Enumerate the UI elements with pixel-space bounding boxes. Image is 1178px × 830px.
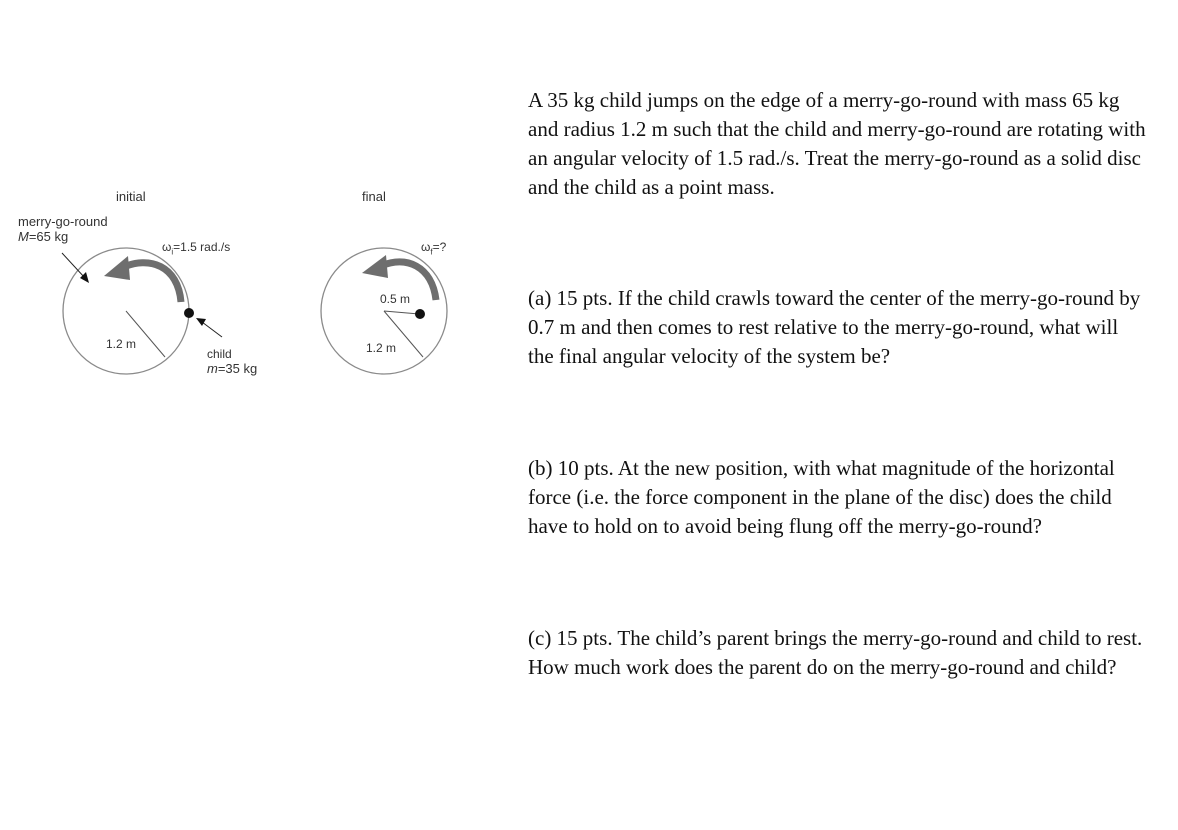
child-pointer-arrow-icon: [196, 318, 206, 326]
merry-go-round-mass-label: [18, 230, 68, 244]
problem-part-c: [528, 624, 1148, 682]
part-a-text: (a) 15 pts. If the child crawls toward the center of the merry-go-round by 0.7 m and then comes to rest relative to the merry-go-round, what will the final angular velocity of the system be?: [528, 286, 1141, 368]
child-label: child: [207, 347, 232, 361]
final-inner-radius-label: 0.5 m: [380, 292, 411, 306]
part-b-text: (b) 10 pts. At the new position, with what magnitude of the horizontal force (i.e. the force component in the plane of the disc) does the child have to hold on to avoid being flung off the merry-go-round?: [528, 456, 1115, 538]
initial-arrow-head-icon: [104, 256, 130, 280]
problem-intro: [528, 86, 1148, 202]
problem-intro-text: A 35 kg child jumps on the edge of a merry-go-round with mass 65 kg and radius 1.2 m such that the child and merry-go-round are rotating with an angular velocity of 1.5 rad./s. Treat the merry-go-round as a solid disc and the child as a point mass.: [528, 88, 1146, 199]
initial-omega-symbol: ω: [162, 240, 172, 254]
final-omega-sub: f: [430, 247, 433, 257]
problem-part-b: [528, 454, 1148, 541]
final-radius-label: 1.2 m: [366, 341, 397, 355]
problem-part-a: [528, 284, 1148, 371]
initial-omega-sub: i: [171, 247, 174, 257]
final-omega-value: =?: [432, 240, 447, 254]
merry-go-round-label: merry-go-round: [18, 214, 108, 229]
child-mass-value: =35 kg: [217, 361, 258, 376]
initial-radius-label: 1.2 m: [106, 337, 137, 351]
initial-omega-value: =1.5 rad./s: [173, 240, 231, 254]
final-omega-label: [421, 240, 446, 259]
mass-value: =65 kg: [28, 229, 69, 244]
final-inner-radius-line: [384, 311, 419, 314]
child-mass-label: [207, 362, 257, 376]
part-c-text: (c) 15 pts. The child’s parent brings the merry-go-round and child to rest. How much work does the parent do on the merry-go-round and child?: [528, 626, 1143, 679]
merry-go-round-diagram: [0, 0, 480, 400]
initial-omega-label: [162, 240, 230, 259]
final-omega-symbol: ω: [421, 240, 431, 254]
mass-symbol: M: [18, 229, 29, 244]
final-arrow-head-icon: [362, 255, 388, 278]
initial-title: initial: [116, 189, 146, 204]
initial-child-dot: [184, 308, 194, 318]
final-title: final: [362, 189, 386, 204]
final-child-dot: [415, 309, 425, 319]
child-pointer-line: [202, 322, 222, 337]
child-mass-symbol: m: [207, 361, 218, 376]
